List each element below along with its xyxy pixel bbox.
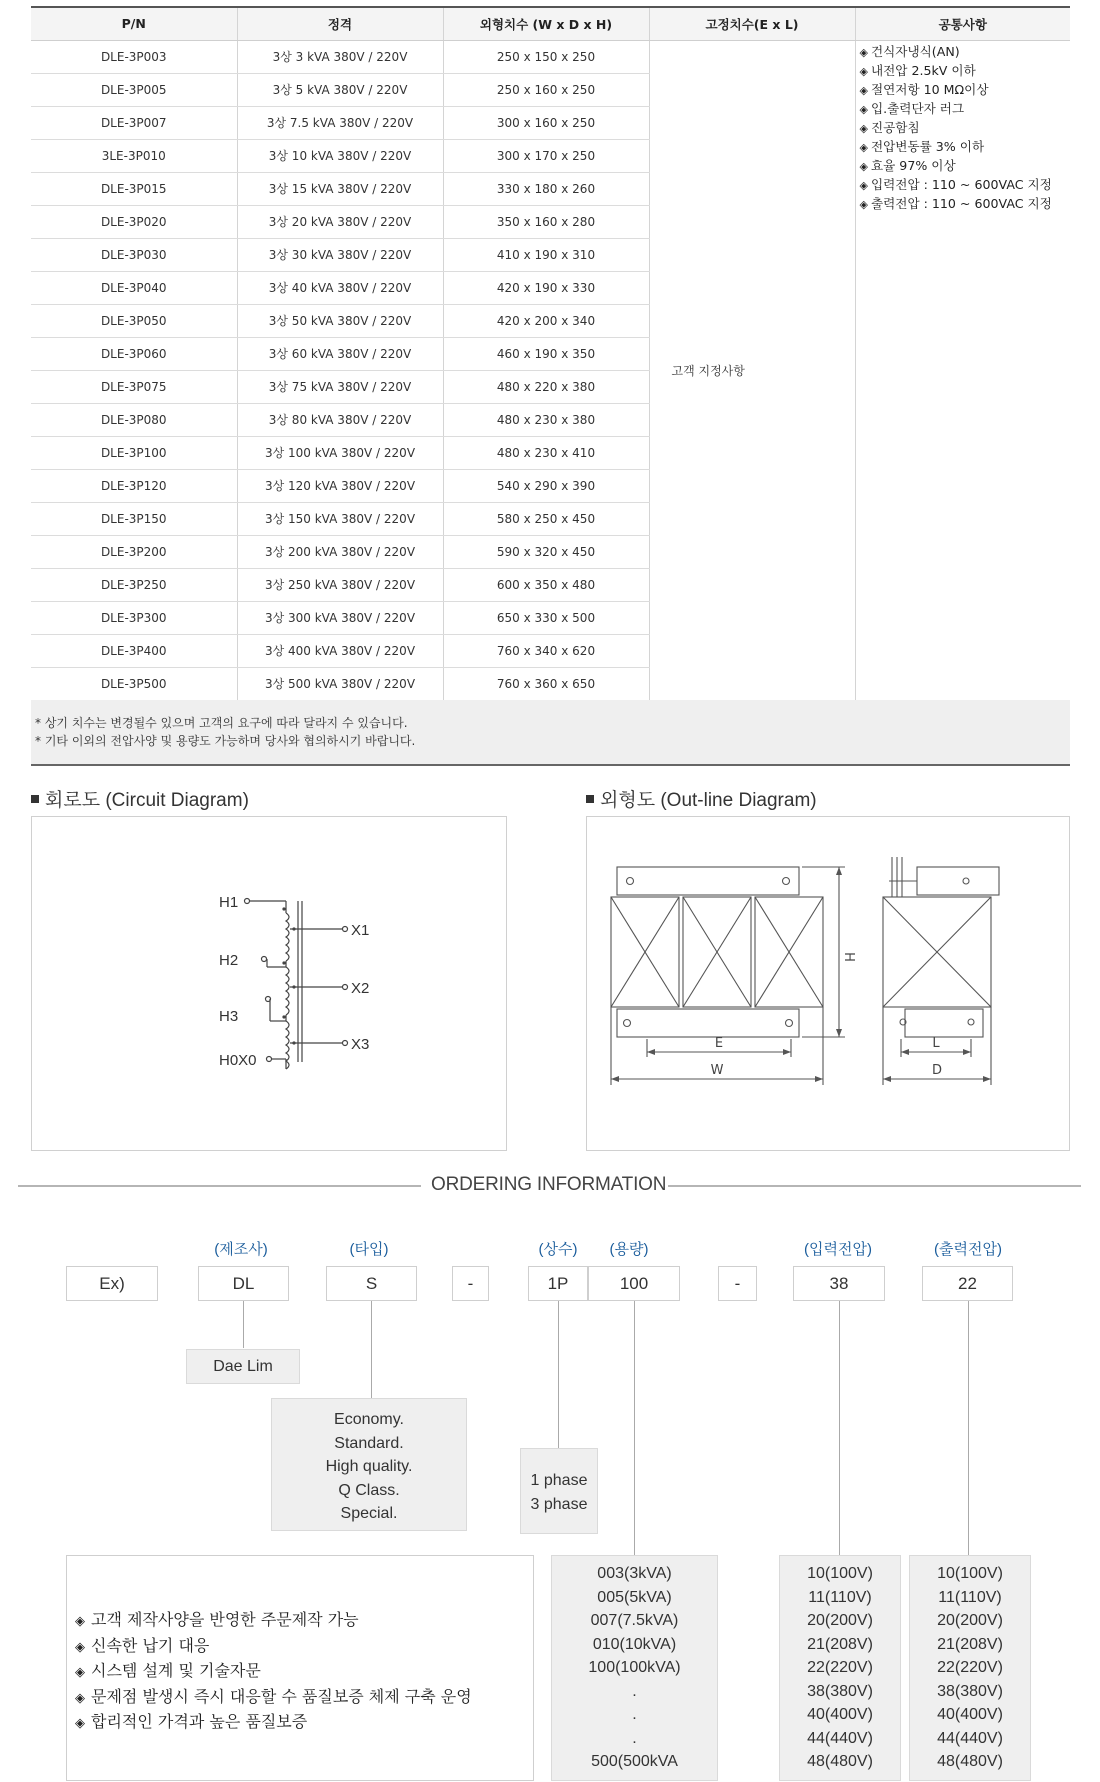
outline-diagram-box: [586, 816, 1070, 1151]
header-type: (타입): [349, 1241, 389, 1258]
cell-pn: DLE-3P040: [31, 271, 237, 304]
code-capacity: 100: [588, 1266, 680, 1301]
cell-pn: DLE-3P075: [31, 370, 237, 403]
input-voltage-option: 10(100V): [807, 1565, 873, 1582]
ordering-rule-left: [18, 1185, 421, 1187]
cell-dims: 300 x 170 x 250: [443, 139, 649, 172]
header-output-voltage: (출력전압): [934, 1241, 1002, 1258]
cell-pn: DLE-3P005: [31, 73, 237, 106]
output-voltage-option: 44(440V): [937, 1729, 1003, 1747]
circuit-diagram: [32, 817, 508, 1152]
phase-options-box: [520, 1448, 598, 1534]
output-voltage-option: 48(480V): [937, 1753, 1003, 1770]
cell-dims: 600 x 350 x 480: [443, 568, 649, 601]
output-voltage-option: 40(400V): [937, 1706, 1003, 1723]
common-spec-item: ◈ 입.출력단자 러그: [860, 100, 1071, 119]
cell-dims: 330 x 180 x 260: [443, 172, 649, 205]
output-voltage-option: 21(208V): [937, 1635, 1003, 1653]
cell-pn: DLE-3P250: [31, 568, 237, 601]
type-options-box: [271, 1398, 467, 1531]
cell-rating: 3상 30 kVA 380V / 220V: [237, 238, 443, 271]
cell-pn: 3LE-3P010: [31, 139, 237, 172]
spec-row: [31, 40, 1070, 73]
capacity-option: 007(7.5kVA): [590, 1612, 679, 1629]
cell-dims: 250 x 150 x 250: [443, 40, 649, 73]
cell-dims: 760 x 360 x 650: [443, 667, 649, 700]
cell-dims: 420 x 200 x 340: [443, 304, 649, 337]
capacity-option: .: [632, 1682, 637, 1700]
cell-dims: 580 x 250 x 450: [443, 502, 649, 535]
cell-rating: 3상 150 kVA 380V / 220V: [237, 502, 443, 535]
col-header-common: 공통사항: [855, 7, 1070, 40]
capacity-options-box: [551, 1555, 718, 1781]
connector-input: [839, 1301, 840, 1555]
cell-dims: 590 x 320 x 450: [443, 535, 649, 568]
label-h0x0: H0X0: [219, 1052, 257, 1069]
capacity-option: .: [632, 1706, 637, 1723]
label-h2: H2: [219, 952, 239, 969]
header-capacity: (용량): [609, 1241, 649, 1258]
input-voltage-option: 21(208V): [807, 1635, 873, 1653]
code-maker: DL: [198, 1266, 289, 1301]
connector-capacity: [634, 1301, 635, 1555]
outline-diagram: [587, 817, 1071, 1152]
cell-pn: DLE-3P300: [31, 601, 237, 634]
cell-rating: 3상 5 kVA 380V / 220V: [237, 73, 443, 106]
feature-item: ◈ 문제점 발생시 즉시 대응할 수 품질보증 체제 구축 운영: [75, 1685, 533, 1711]
label-x1: X1: [351, 922, 370, 939]
code-input-voltage: 38: [793, 1266, 885, 1301]
cell-pn: DLE-3P080: [31, 403, 237, 436]
cell-rating: 3상 15 kVA 380V / 220V: [237, 172, 443, 205]
cell-mounting: 고객 지정사항: [649, 40, 855, 700]
common-spec-item: ◈ 건식자냉식(AN): [860, 43, 1071, 62]
cell-rating: 3상 3 kVA 380V / 220V: [237, 40, 443, 73]
code-output-voltage: 22: [922, 1266, 1013, 1301]
cell-rating: 3상 7.5 kVA 380V / 220V: [237, 106, 443, 139]
feature-item: ◈ 고객 제작사양을 반영한 주문제작 가능: [75, 1608, 533, 1634]
cell-pn: DLE-3P015: [31, 172, 237, 205]
code-dash-2: -: [718, 1266, 757, 1301]
cell-rating: 3상 500 kVA 380V / 220V: [237, 667, 443, 700]
cell-rating: 3상 120 kVA 380V / 220V: [237, 469, 443, 502]
output-voltage-option: 10(100V): [937, 1565, 1003, 1582]
capacity-option: 003(3kVA): [597, 1565, 672, 1582]
feature-item: ◈ 합리적인 가격과 높은 품질보증: [75, 1710, 533, 1736]
cell-pn: DLE-3P150: [31, 502, 237, 535]
input-voltage-options-box: [779, 1555, 901, 1781]
output-voltage-options-box: [909, 1555, 1031, 1781]
cell-rating: 3상 50 kVA 380V / 220V: [237, 304, 443, 337]
label-x3: X3: [351, 1036, 370, 1053]
input-voltage-option: 48(480V): [807, 1753, 873, 1770]
features-box: [66, 1555, 534, 1781]
common-spec-item: ◈ 입력전압 : 110 ~ 600VAC 지정: [860, 176, 1071, 195]
common-spec-item: ◈ 전압변동률 3% 이하: [860, 138, 1071, 157]
type-option: High quality.: [325, 1458, 413, 1475]
code-dash-1: -: [452, 1266, 489, 1301]
cell-rating: 3상 200 kVA 380V / 220V: [237, 535, 443, 568]
cell-rating: 3상 300 kVA 380V / 220V: [237, 601, 443, 634]
col-header-rating: 정격: [237, 7, 443, 40]
input-voltage-option: 11(110V): [808, 1588, 872, 1606]
connector-maker: [243, 1301, 244, 1348]
input-voltage-option: 20(200V): [807, 1612, 873, 1629]
spec-table: [31, 6, 1070, 701]
phase-option: 1 phase: [530, 1472, 588, 1489]
cell-rating: 3상 40 kVA 380V / 220V: [237, 271, 443, 304]
cell-pn: DLE-3P020: [31, 205, 237, 238]
cell-pn: DLE-3P030: [31, 238, 237, 271]
output-voltage-option: 11(110V): [938, 1588, 1002, 1606]
connector-phase: [558, 1301, 559, 1448]
phase-option: 3 phase: [530, 1495, 588, 1513]
cell-pn: DLE-3P100: [31, 436, 237, 469]
note-line: * 기타 이외의 전압사양 및 용량도 가능하며 당사와 협의하시기 바랍니다.: [35, 734, 416, 748]
input-voltage-option: 44(440V): [807, 1729, 873, 1747]
code-type: S: [326, 1266, 417, 1301]
square-bullet-icon: [31, 795, 39, 803]
outline-section-title: 외형도 (Out-line Diagram): [586, 785, 817, 812]
header-maker: (제조사): [214, 1241, 268, 1258]
cell-pn: DLE-3P200: [31, 535, 237, 568]
notes-box: [31, 700, 1070, 766]
cell-dims: 650 x 330 x 500: [443, 601, 649, 634]
cell-rating: 3상 80 kVA 380V / 220V: [237, 403, 443, 436]
ordering-title: ORDERING INFORMATION: [431, 1174, 667, 1195]
label-h-dim: H: [841, 952, 856, 962]
input-voltage-option: 40(400V): [807, 1706, 873, 1723]
cell-rating: 3상 100 kVA 380V / 220V: [237, 436, 443, 469]
label-h3: H3: [219, 1008, 239, 1025]
cell-pn: DLE-3P003: [31, 40, 237, 73]
type-option: Economy.: [334, 1411, 404, 1428]
feature-item: ◈ 신속한 납기 대응: [75, 1634, 533, 1660]
common-spec-item: ◈ 효율 97% 이상: [860, 157, 1071, 176]
capacity-option: 005(5kVA): [597, 1588, 672, 1606]
cell-dims: 300 x 160 x 250: [443, 106, 649, 139]
capacity-option: 100(100kVA): [588, 1659, 681, 1676]
capacity-option: 500(500kVA: [591, 1753, 678, 1770]
cell-rating: 3상 250 kVA 380V / 220V: [237, 568, 443, 601]
feature-item: ◈ 시스템 설계 및 기술자문: [75, 1659, 533, 1685]
cell-rating: 3상 75 kVA 380V / 220V: [237, 370, 443, 403]
cell-dims: 460 x 190 x 350: [443, 337, 649, 370]
note-line: * 상기 치수는 변경될수 있으며 고객의 요구에 따라 달라지 수 있습니다.: [35, 716, 408, 730]
type-option: Special.: [340, 1505, 398, 1522]
cell-pn: DLE-3P007: [31, 106, 237, 139]
cell-dims: 760 x 340 x 620: [443, 634, 649, 667]
label-w-dim: W: [710, 1063, 724, 1078]
ordering-rule-right: [668, 1185, 1081, 1187]
cell-dims: 350 x 160 x 280: [443, 205, 649, 238]
cell-dims: 410 x 190 x 310: [443, 238, 649, 271]
header-phase: (상수): [538, 1241, 578, 1258]
cell-rating: 3상 60 kVA 380V / 220V: [237, 337, 443, 370]
cell-common-specs: [855, 40, 1070, 700]
cell-dims: 540 x 290 x 390: [443, 469, 649, 502]
capacity-option: .: [632, 1729, 637, 1747]
maker-name-box: Dae Lim: [186, 1349, 300, 1384]
spec-header-row: [31, 7, 1070, 40]
cell-pn: DLE-3P120: [31, 469, 237, 502]
input-voltage-option: 22(220V): [807, 1659, 873, 1676]
input-voltage-option: 38(380V): [807, 1682, 873, 1700]
code-example-label: Ex): [66, 1266, 158, 1301]
cell-pn: DLE-3P050: [31, 304, 237, 337]
label-l-dim: L: [932, 1036, 940, 1051]
col-header-mounting: 고정치수(E x L): [649, 7, 855, 40]
square-bullet-icon: [586, 795, 594, 803]
common-spec-item: ◈ 내전압 2.5kV 이하: [860, 62, 1071, 81]
label-h1: H1: [219, 894, 239, 911]
code-phase: 1P: [528, 1266, 588, 1301]
connector-type: [371, 1301, 372, 1398]
cell-dims: 480 x 220 x 380: [443, 370, 649, 403]
cell-pn: DLE-3P400: [31, 634, 237, 667]
cell-pn: DLE-3P500: [31, 667, 237, 700]
circuit-diagram-box: [31, 816, 507, 1151]
cell-dims: 480 x 230 x 380: [443, 403, 649, 436]
type-option: Q Class.: [338, 1481, 400, 1499]
output-voltage-option: 38(380V): [937, 1682, 1003, 1700]
cell-rating: 3상 20 kVA 380V / 220V: [237, 205, 443, 238]
header-input-voltage: (입력전압): [804, 1241, 872, 1258]
label-e-dim: E: [714, 1036, 724, 1051]
cell-dims: 420 x 190 x 330: [443, 271, 649, 304]
cell-pn: DLE-3P060: [31, 337, 237, 370]
cell-rating: 3상 400 kVA 380V / 220V: [237, 634, 443, 667]
common-spec-item: ◈ 절연저항 10 MΩ이상: [860, 81, 1071, 100]
common-spec-item: ◈ 진공함침: [860, 119, 1071, 138]
label-d-dim: D: [931, 1063, 943, 1078]
cell-dims: 480 x 230 x 410: [443, 436, 649, 469]
common-spec-item: ◈ 출력전압 : 110 ~ 600VAC 지정: [860, 195, 1071, 214]
connector-output: [968, 1301, 969, 1555]
type-option: Standard.: [334, 1434, 404, 1452]
col-header-pn: P/N: [31, 7, 237, 40]
circuit-section-title: 회로도 (Circuit Diagram): [31, 785, 249, 812]
output-voltage-option: 22(220V): [937, 1659, 1003, 1676]
col-header-dims: 외형치수 (W x D x H): [443, 7, 649, 40]
label-x2: X2: [351, 980, 370, 997]
capacity-option: 010(10kVA): [592, 1635, 677, 1653]
output-voltage-option: 20(200V): [937, 1612, 1003, 1629]
cell-rating: 3상 10 kVA 380V / 220V: [237, 139, 443, 172]
cell-dims: 250 x 160 x 250: [443, 73, 649, 106]
